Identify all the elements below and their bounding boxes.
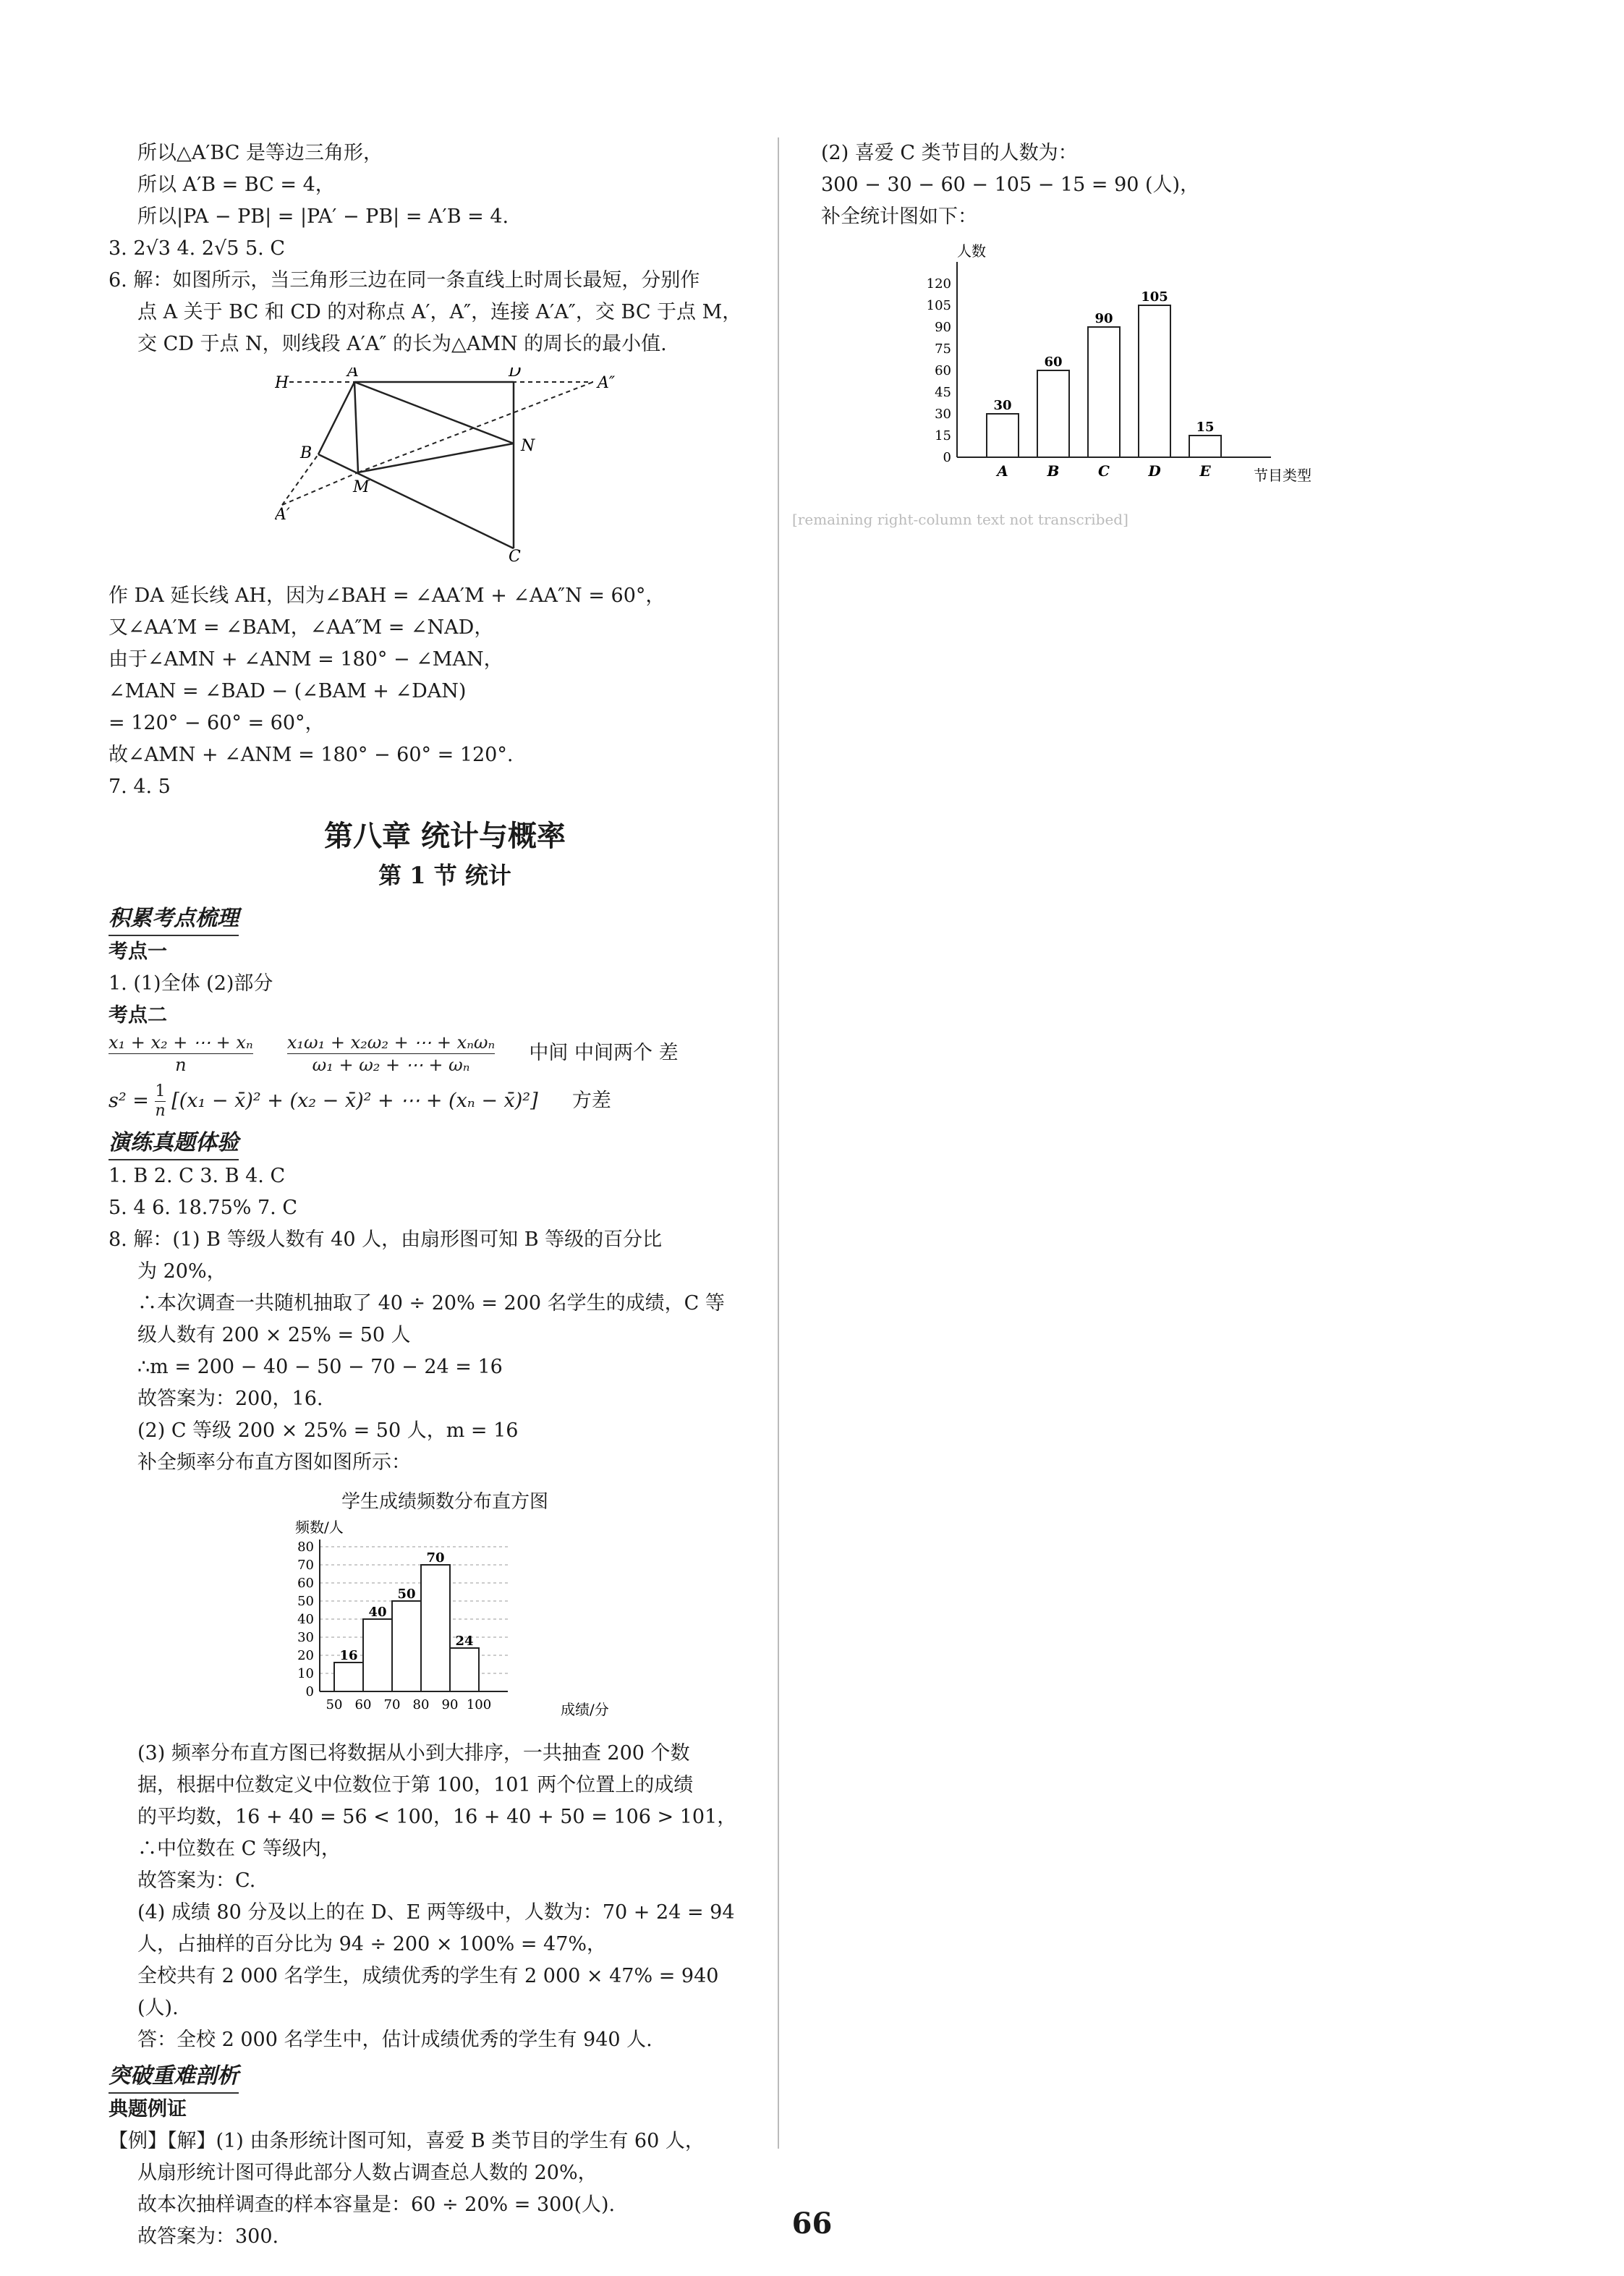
y-tick-label: 20	[297, 1648, 314, 1663]
x-tick-label: 60	[354, 1697, 372, 1712]
x-tick-label: 70	[383, 1697, 401, 1712]
variance-label: 方差	[571, 1090, 611, 1112]
text-line: 故答案为：C.	[137, 1869, 256, 1892]
histogram-bar	[421, 1565, 450, 1691]
y-tick-label: 30	[935, 407, 951, 422]
text-line: 点 A 关于 BC 和 CD 的对称点 A′，A″，连接 A′A″，交 BC 于点 M，	[137, 301, 742, 323]
text-line: 为 20%，	[137, 1260, 226, 1283]
y-tick-label: 75	[935, 341, 951, 357]
bar-value-label: 70	[426, 1550, 445, 1566]
mean-formula-row	[109, 1032, 781, 1079]
bar	[987, 414, 1019, 457]
x-tick-label: B	[1047, 462, 1060, 480]
histogram-figure	[109, 1486, 781, 1731]
text-line: 级人数有 200 × 25% = 50 人	[137, 1324, 411, 1346]
x-tick-label: 50	[326, 1697, 343, 1712]
text-line: 300 − 30 − 60 − 105 − 15 = 90 (人)，	[821, 174, 1200, 196]
text-line: 由于∠AMN + ∠ANM = 180° − ∠MAN，	[109, 648, 503, 671]
section-heading-review: 积累考点梳理	[109, 903, 239, 936]
y-tick-label: 0	[943, 450, 951, 465]
histogram-bar	[450, 1648, 479, 1691]
histogram-bar	[334, 1663, 363, 1691]
answer-7: 7. 4. 5	[109, 776, 171, 798]
y-tick-label: 90	[935, 320, 951, 335]
x-tick-label: C	[1098, 462, 1110, 480]
section-heading-practice: 演练真题体验	[109, 1127, 239, 1160]
geo-label: H	[275, 374, 289, 392]
text-line: 故本次抽样调查的样本容量是：60 ÷ 20% = 300(人).	[137, 2194, 616, 2216]
mean-formula: $\frac{\text{x₁ + x₂ + ⋯ + xₙ}}{n}$	[109, 1032, 253, 1075]
geo-label: C	[509, 548, 521, 563]
bar-value-label: 40	[368, 1605, 387, 1620]
text-line: (2) 喜爱 C 类节目的人数为：	[821, 142, 1078, 164]
answers-3-5: 3. 2√3 4. 2√5 5. C	[109, 237, 285, 260]
geo-label: B	[300, 444, 313, 462]
text-line: 的平均数，16 + 40 = 56 < 100，16 + 40 + 50 = 106 > 101，	[137, 1806, 737, 1828]
x-tick-label: 80	[412, 1697, 430, 1712]
x-tick-label: 100	[466, 1697, 492, 1712]
geo-label: D	[509, 368, 522, 381]
text-line: 故答案为：300.	[137, 2225, 279, 2248]
text-line: (2) C 等级 200 × 25% = 50 人，m = 16	[137, 1419, 519, 1442]
section-heading-break: 突破重难剖析	[109, 2060, 239, 2094]
text-line: (人).	[137, 1997, 179, 2019]
geo-label: A′	[275, 506, 290, 524]
page-number: 66	[791, 2207, 833, 2241]
bar-value-label: 30	[993, 398, 1012, 413]
bar	[1139, 305, 1170, 457]
text-line: = 120° − 60° = 60°，	[109, 712, 325, 734]
program-type-bar-chart	[915, 240, 1320, 486]
text-line: 作 DA 延长线 AH，因为∠BAH = ∠AA′M + ∠AA″N = 60°，	[109, 585, 666, 607]
bar-value-label: 15	[1196, 420, 1215, 435]
text-line: 8. 解：(1) B 等级人数有 40 人，由扇形图可知 B 等级的百分比	[109, 1228, 663, 1251]
bar-value-label: 105	[1141, 289, 1168, 305]
geo-label: M	[353, 478, 370, 496]
histogram-bar	[392, 1601, 421, 1691]
y-tick-label: 10	[297, 1666, 314, 1681]
geometry-figure	[109, 368, 781, 573]
text-line: 5. 4 6. 18.75% 7. C	[109, 1197, 297, 1219]
variance-row: s² = $\frac{1}{n}$ [(x₁ − x̄)² + (x₂ − x̄)² + ⋯ + (xₙ − x̄)²] 方差	[109, 1082, 611, 1120]
bar-chart-figure	[792, 240, 1465, 496]
y-axis-label: 频数/人	[295, 1519, 344, 1536]
x-tick-label: D	[1148, 462, 1161, 480]
geo-label: N	[521, 437, 535, 455]
text-line: 【例】【解】(1) 由条形统计图可知，喜爱 B 类节目的学生有 60 人，	[109, 2130, 705, 2152]
mean-terms: 中间 中间两个 差	[529, 1042, 679, 1064]
y-tick-label: 45	[935, 385, 951, 400]
bar	[1189, 436, 1221, 457]
y-tick-label: 120	[926, 276, 951, 292]
text-line: 补全频率分布直方图如图所示：	[137, 1451, 411, 1474]
x-axis-label: 成绩/分	[561, 1701, 609, 1718]
chapter-title: 第八章 统计与概率	[324, 819, 566, 853]
bar	[1088, 327, 1120, 457]
text-line: 1. (1)全体 (2)部分	[109, 972, 273, 995]
text-line: 所以△A′BC 是等边三角形，	[137, 142, 383, 164]
text-line: (3) 频率分布直方图已将数据从小到大排序，一共抽查 200 个数	[137, 1742, 690, 1765]
y-tick-label: 0	[305, 1684, 314, 1699]
histogram-chart	[275, 1518, 622, 1720]
y-tick-label: 15	[935, 428, 951, 443]
text-line: 所以|PA − PB| = |PA′ − PB| = A′B = 4.	[137, 205, 509, 228]
y-tick-label: 105	[926, 298, 951, 313]
bar-value-label: 16	[339, 1648, 358, 1663]
y-tick-label: 60	[935, 363, 951, 378]
geo-label: A	[347, 368, 359, 381]
y-tick-label: 40	[297, 1612, 314, 1627]
text-line: 从扇形统计图可得此部分人数占调查总人数的 20%，	[137, 2162, 598, 2184]
text-line: 故∠AMN + ∠ANM = 180° − 60° = 120°.	[109, 744, 514, 766]
text-line: ∴中位数在 C 等级内，	[137, 1838, 341, 1860]
y-tick-label: 60	[297, 1576, 314, 1591]
bar-value-label: 50	[397, 1587, 416, 1602]
typical-label: 典题例证	[109, 2098, 187, 2120]
kp-label: 考点二	[109, 1004, 167, 1027]
text-line: 交 CD 于点 N，则线段 A′A″ 的长为△AMN 的周长的最小值.	[137, 333, 667, 355]
text-line: 1. B 2. C 3. B 4. C	[109, 1165, 286, 1187]
text-line: 又∠AA′M = ∠BAM，∠AA″M = ∠NAD，	[109, 616, 494, 639]
text-line: 人，占抽样的百分比为 94 ÷ 200 × 100% = 47%，	[137, 1933, 607, 1956]
text-line: 6. 解：如图所示，当三角形三边在同一条直线上时周长最短，分别作	[109, 269, 700, 292]
bar-value-label: 24	[455, 1634, 474, 1649]
y-axis-label: 人数	[957, 242, 986, 260]
text-line: (4) 成绩 80 分及以上的在 D、E 两等级中，人数为：70 + 24 = 94	[137, 1901, 735, 1924]
text-line: 全校共有 2 000 名学生，成绩优秀的学生有 2 000 × 47% = 940	[137, 1965, 719, 1987]
histogram-bar	[363, 1619, 392, 1691]
x-tick-label: E	[1199, 462, 1211, 480]
y-tick-label: 70	[297, 1558, 314, 1573]
bar-value-label: 60	[1044, 354, 1063, 370]
y-tick-label: 80	[297, 1540, 314, 1555]
text-line: 补全统计图如下：	[821, 205, 977, 228]
left-column	[109, 137, 781, 2253]
section-title: 第 1 节 统计	[378, 862, 511, 889]
y-tick-label: 30	[297, 1630, 314, 1645]
bar-value-label: 90	[1094, 311, 1113, 326]
x-tick-label: 90	[441, 1697, 459, 1712]
x-axis-label: 节目类型	[1254, 467, 1311, 484]
weighted-mean-formula: x₁ω₁ + x₂ω₂ + ⋯ + xₙωₙ ω₁ + ω₂ + ⋯ + ωₙ	[286, 1032, 496, 1075]
omitted-content-note: [remaining right-column text not transcribed]	[792, 511, 1128, 528]
text-line: 据，根据中位数定义中位数位于第 100，101 两个位置上的成绩	[137, 1774, 694, 1796]
text-line: ∴本次调查一共随机抽取了 40 ÷ 20% = 200 名学生的成绩，C 等	[137, 1292, 725, 1315]
right-column	[792, 137, 1465, 535]
x-tick-label: A	[997, 462, 1008, 480]
text-line: ∴m = 200 − 40 − 50 − 70 − 24 = 16	[137, 1356, 503, 1378]
text-line: 故答案为：200，16.	[137, 1388, 323, 1410]
chart-title: 学生成绩频数分布直方图	[341, 1491, 548, 1513]
text-line: 所以 A′B = BC = 4，	[137, 174, 335, 196]
kp-label: 考点一	[109, 940, 167, 963]
text-line: 答：全校 2 000 名学生中，估计成绩优秀的学生有 940 人.	[137, 2029, 652, 2051]
text-line: ∠MAN = ∠BAD − (∠BAM + ∠DAN)	[109, 680, 467, 702]
y-tick-label: 50	[297, 1594, 314, 1609]
geo-label: A″	[598, 374, 616, 392]
bar	[1037, 370, 1069, 457]
